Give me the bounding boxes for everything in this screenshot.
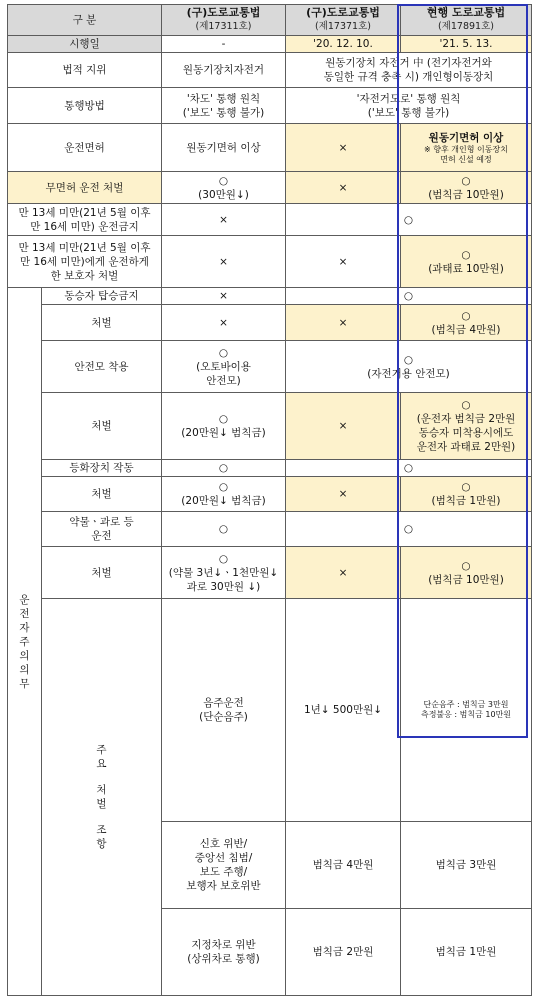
guardian-penalty-label-line-2: 만 16세 미만)에게 운전하게: [20, 255, 149, 268]
old-law-1-number: (제17311호): [195, 21, 252, 32]
law-comparison-table: [7, 4, 532, 996]
license-current-main: 원동기면허 이상: [428, 131, 504, 144]
row-under13-ban: [8, 204, 532, 236]
signal-violation-label-line-1: 신호 위반/: [199, 838, 248, 850]
under13-ban-label: [8, 204, 162, 236]
traffic-method-old-1-line-2: ('보도' 통행 불가): [182, 106, 265, 119]
helmet-penalty-current-line-2: 동승자 미착용시에도: [418, 427, 514, 439]
drug-penalty-old-1-line-1: (약물 3년↓ㆍ1천만원↓: [168, 566, 279, 579]
under13-ban-old-1: ×: [162, 204, 286, 236]
helmet-penalty-current-line-3: 운전자 과태료 2만원): [416, 441, 516, 453]
passenger-ban-old-1: ×: [162, 288, 286, 305]
passenger-penalty-current-mark: ○: [461, 309, 471, 322]
effective-date-old-1: -: [162, 36, 286, 53]
drug-penalty-old-2: ×: [286, 547, 401, 599]
row-helmet-penalty: [8, 393, 532, 460]
helmet-new-value: (자전거용 안전모): [367, 367, 450, 380]
drug-penalty-label: 처벌: [42, 547, 162, 599]
guardian-penalty-label: [8, 236, 162, 288]
legal-status-line-1: 원동기장치 자전거 中 (전기자전거와: [325, 57, 492, 69]
passenger-penalty-old-2: ×: [286, 305, 401, 341]
light-new: ○: [286, 460, 532, 477]
header-category: 구 분: [8, 5, 162, 36]
helmet-old-1-mark: ○: [218, 346, 229, 359]
license-current-note-1: ※ 향후 개인형 이동장치: [424, 144, 508, 154]
license-current: [401, 124, 532, 172]
drug-penalty-old-1: [162, 547, 286, 599]
header-old-law-2: [286, 5, 401, 36]
lane-violation-label-line-2: (상위차로 통행): [187, 953, 260, 965]
legal-status-old-1: 원동기장치자전거: [162, 53, 286, 88]
dui-label: [162, 599, 286, 822]
helmet-penalty-current-mark: ○: [461, 399, 471, 411]
guardian-penalty-current: [401, 236, 532, 288]
row-passenger-penalty: [8, 305, 532, 341]
light-penalty-current: [401, 477, 532, 512]
unlicensed-penalty-current: [401, 172, 532, 204]
unlicensed-penalty-old-1: [162, 172, 286, 204]
legal-status-new: [286, 53, 532, 88]
vertical-char: 주: [19, 635, 30, 648]
row-unlicensed-penalty: [8, 172, 532, 204]
signal-violation-old-2: 범칙금 3만원: [401, 822, 532, 909]
passenger-penalty-label: 처벌: [42, 305, 162, 341]
unlicensed-penalty-old-2: ×: [286, 172, 401, 204]
current-law-number: (제17891호): [438, 21, 494, 32]
header-old-law-1: [162, 5, 286, 36]
row-traffic-method: [8, 88, 532, 124]
vertical-char: 벌: [96, 798, 107, 810]
old-law-1-title: (구)도로교통법: [186, 6, 261, 19]
signal-violation-old-1: 범칙금 4만원: [286, 822, 401, 909]
light-penalty-old-1: [162, 477, 286, 512]
light-old-1: ○: [162, 460, 286, 477]
lane-violation-old-1: 범칙금 2만원: [286, 909, 401, 996]
effective-date-label: 시행일: [8, 36, 162, 53]
header-current-law: [401, 5, 532, 36]
row-legal-status: [8, 53, 532, 88]
traffic-method-new: [286, 88, 532, 124]
row-drug-penalty: [8, 547, 532, 599]
helmet-penalty-old-2: ×: [286, 393, 401, 460]
drug-penalty-current-mark: ○: [461, 559, 471, 572]
helmet-old-1-line-1: (오토바이용: [196, 360, 251, 373]
helmet-penalty-label: 처벌: [42, 393, 162, 460]
drug-driving-label: [42, 512, 162, 547]
light-penalty-label: 처벌: [42, 477, 162, 512]
license-current-note-2: 면허 신설 예정: [440, 154, 492, 164]
row-helmet: [8, 341, 532, 393]
row-dui: [8, 599, 532, 822]
vertical-char: 조: [96, 824, 107, 836]
guardian-penalty-old-2: ×: [286, 236, 401, 288]
unlicensed-penalty-current-value: (범칙금 10만원): [428, 188, 504, 201]
lane-violation-label: [162, 909, 286, 996]
guardian-penalty-old-1: ×: [162, 236, 286, 288]
effective-date-old-2: '20. 12. 10.: [286, 36, 401, 53]
dui-old-1: 1년↓ 500만원↓: [286, 599, 401, 822]
vertical-char: 주: [96, 744, 107, 756]
guardian-penalty-label-line-3: 한 보호자 처벌: [50, 269, 119, 282]
drug-penalty-current-value: (범칙금 10만원): [428, 573, 504, 586]
drug-driving-label-line-2: 운전: [91, 530, 112, 542]
row-effective-date: [8, 36, 532, 53]
traffic-method-new-line-1: '자전거도로' 통행 원칙: [356, 92, 461, 105]
traffic-method-label: 통행방법: [8, 88, 162, 124]
helmet-penalty-old-1-value: (20만원↓ 범칙금): [181, 427, 266, 439]
driver-duty-vertical-text: [10, 593, 39, 691]
vertical-char: 운: [19, 593, 30, 606]
row-guardian-penalty: [8, 236, 532, 288]
vertical-char: 요: [96, 758, 107, 770]
dui-old-2-line-1: 단순음주 : 범칙금 3만원: [423, 700, 509, 709]
guardian-penalty-current-value: (과태료 10만원): [428, 262, 504, 275]
helmet-penalty-current: [401, 393, 532, 460]
helmet-penalty-current-line-1: (운전자 범칙금 2만원: [416, 413, 516, 425]
vertical-char: 의: [19, 649, 30, 662]
row-light-penalty: [8, 477, 532, 512]
lane-violation-old-2: 범칙금 1만원: [401, 909, 532, 996]
traffic-method-old-1-line-1: '차도' 통행 원칙: [186, 92, 261, 105]
main-penalty-group-label: [42, 599, 162, 996]
guardian-penalty-current-mark: ○: [461, 248, 471, 261]
vertical-char: 의: [19, 663, 30, 676]
license-label: 운전면허: [8, 124, 162, 172]
main-penalty-vertical-text: [44, 743, 159, 851]
signal-violation-label-line-3: 보도 주행/: [199, 866, 248, 878]
unlicensed-penalty-label: 무면허 운전 처벌: [8, 172, 162, 204]
traffic-method-new-line-2: ('보도' 통행 불가): [367, 106, 450, 119]
light-penalty-old-1-mark: ○: [218, 481, 229, 493]
current-law-title: 현행 도로교통법: [426, 6, 506, 19]
passenger-ban-new: ○: [286, 288, 532, 305]
license-old-1: 원동기면허 이상: [162, 124, 286, 172]
passenger-penalty-current-value: (범칙금 4만원): [431, 323, 501, 336]
passenger-penalty-current: [401, 305, 532, 341]
helmet-new: [286, 341, 532, 393]
vertical-char: 자: [19, 621, 30, 634]
unlicensed-penalty-old-1-value: (30만원↓): [198, 188, 249, 201]
under13-ban-new: ○: [286, 204, 532, 236]
helmet-old-1: [162, 341, 286, 393]
drug-penalty-old-1-line-2: 과로 30만원 ↓): [186, 580, 261, 593]
helmet-new-mark: ○: [403, 353, 414, 366]
dui-old-2-line-2: 측정불응 : 범칙금 10만원: [420, 710, 512, 719]
guardian-penalty-label-line-1: 만 13세 미만(21년 5월 이후: [18, 241, 151, 254]
dui-label-line-2: (단순음주): [199, 711, 248, 723]
under13-ban-label-line-1: 만 13세 미만(21년 5월 이후: [18, 206, 151, 219]
passenger-ban-label: 동승자 탑승금지: [42, 288, 162, 305]
drug-driving-label-line-1: 약물ㆍ과로 등: [69, 516, 134, 528]
header-row: [8, 5, 532, 36]
row-license: [8, 124, 532, 172]
light-penalty-current-mark: ○: [461, 481, 471, 493]
vertical-char: 항: [96, 838, 107, 850]
helmet-old-1-line-2: 안전모): [206, 374, 241, 387]
legal-status-label: 법적 지위: [8, 53, 162, 88]
vertical-char: 무: [19, 677, 30, 690]
light-label: 등화장치 작동: [42, 460, 162, 477]
row-light: [8, 460, 532, 477]
light-penalty-old-1-value: (20만원↓ 범칙금): [181, 495, 266, 507]
under13-ban-label-line-2: 만 16세 미만) 운전금지: [30, 220, 139, 233]
dui-old-2: [401, 599, 532, 822]
license-old-2: ×: [286, 124, 401, 172]
unlicensed-penalty-old-1-mark: ○: [218, 174, 229, 187]
traffic-method-old-1: [162, 88, 286, 124]
effective-date-current: '21. 5. 13.: [401, 36, 532, 53]
signal-violation-label-line-2: 중앙선 침범/: [194, 852, 253, 864]
drug-penalty-old-1-mark: ○: [218, 552, 229, 565]
helmet-penalty-old-1-mark: ○: [218, 413, 229, 425]
dui-label-line-1: 음주운전: [203, 697, 244, 709]
light-penalty-current-value: (범칙금 1만원): [431, 495, 501, 507]
signal-violation-label: [162, 822, 286, 909]
vertical-char: 전: [19, 607, 30, 620]
row-passenger-ban: [8, 288, 532, 305]
light-penalty-old-2: ×: [286, 477, 401, 512]
helmet-penalty-old-1: [162, 393, 286, 460]
lane-violation-label-line-1: 지정차로 위반: [191, 939, 256, 951]
vertical-char: 처: [96, 784, 107, 796]
row-drug-driving: [8, 512, 532, 547]
helmet-label: 안전모 착용: [42, 341, 162, 393]
legal-status-line-2: 동일한 규격 충족 시) 개인형이동장치: [323, 71, 494, 83]
signal-violation-label-line-4: 보행자 보호위반: [186, 880, 261, 892]
old-law-2-number: (제17371호): [315, 21, 371, 32]
passenger-penalty-old-1: ×: [162, 305, 286, 341]
unlicensed-penalty-current-mark: ○: [461, 174, 471, 187]
drug-driving-new: ○: [286, 512, 532, 547]
old-law-2-title: (구)도로교통법: [306, 6, 380, 19]
drug-driving-old-1: ○: [162, 512, 286, 547]
drug-penalty-current: [401, 547, 532, 599]
driver-duty-group-label: [8, 288, 42, 996]
